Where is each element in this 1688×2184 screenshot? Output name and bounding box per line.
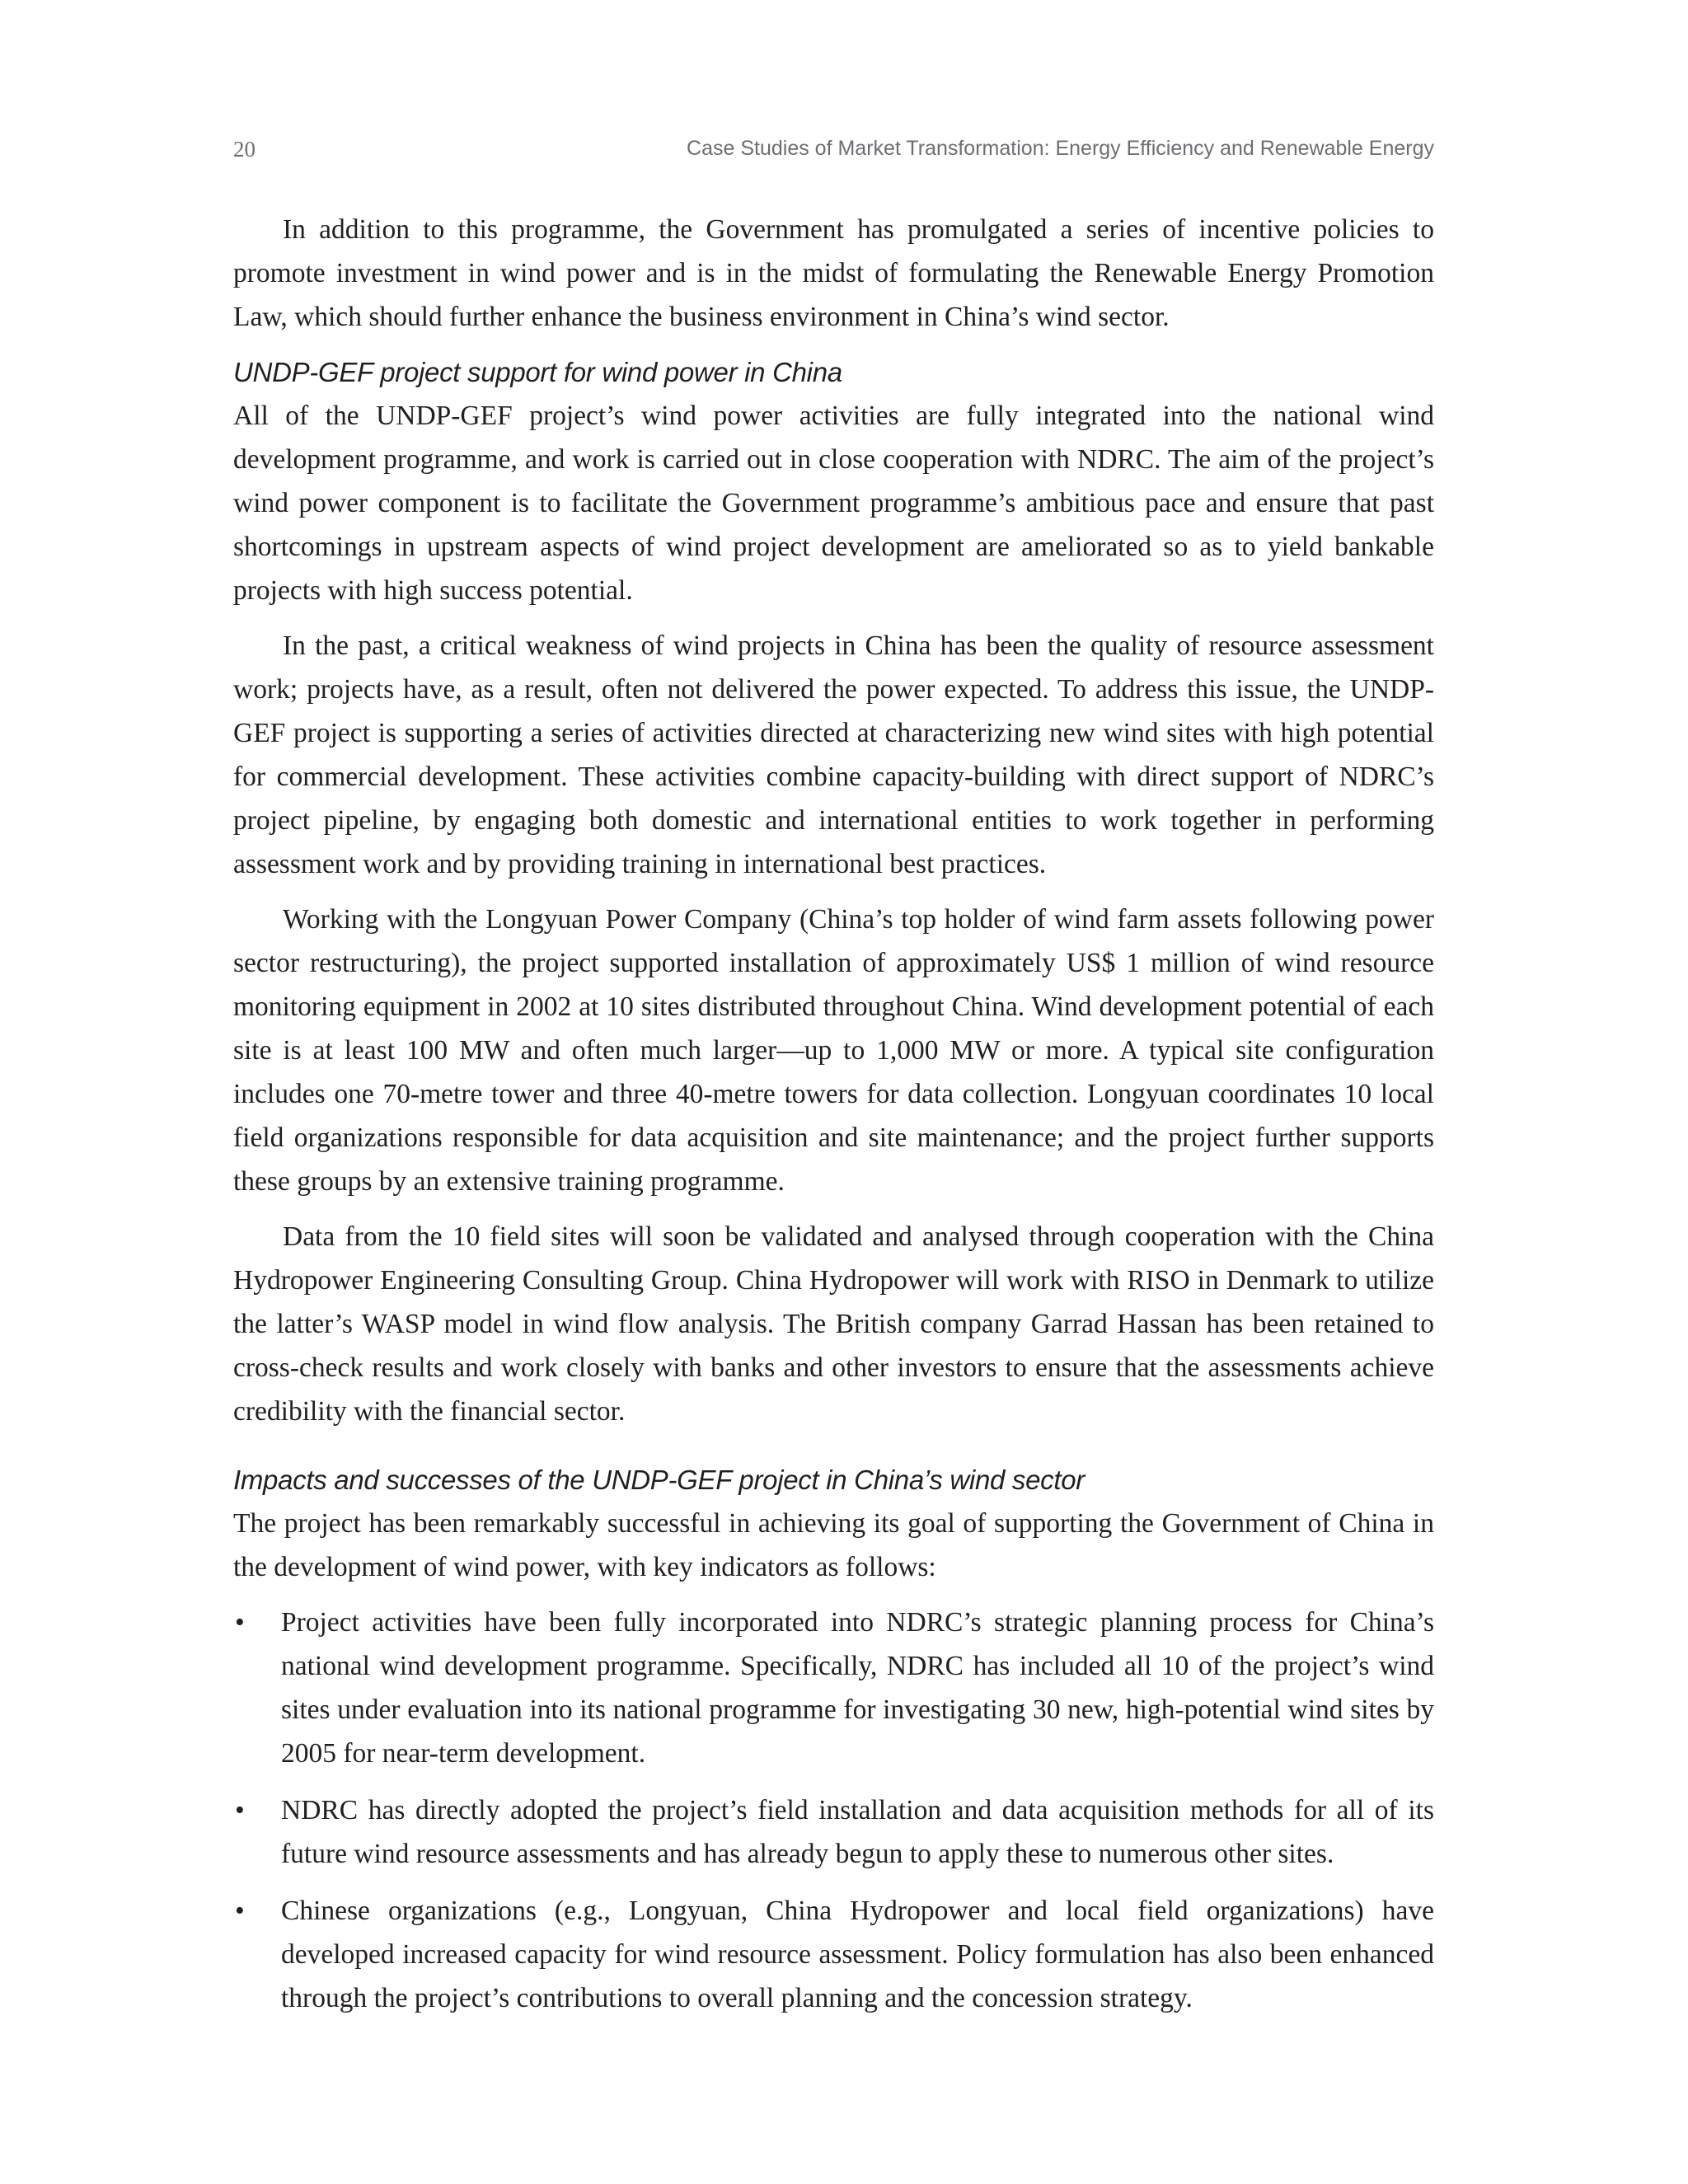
list-item: [233, 1601, 1434, 1775]
paragraph: The project has been remarkably successful in achieving its goal of supporting the Government of China in the development of wind power, with key indicators as follows:: [233, 1508, 1434, 1582]
bullet-icon: •: [235, 1607, 245, 1638]
document-page: [233, 132, 1434, 2033]
page-number: 20: [233, 137, 256, 162]
paragraph: All of the UNDP-GEF project’s wind power activities are fully integrated into the national wind development programme, and work is carried out in close cooperation with NDRC. The aim of the project’s wind power component is to facilitate the Government programme’s ambitious pace and ensure that past shortcomings in upstream aspects of wind project development are ameliorated so as to yield bankable projects with high success potential.: [233, 401, 1434, 606]
intro-paragraph: In addition to this programme, the Government has promulgated a series of incentive policies to promote investment in wind power and is in the midst of formulating the Renewable Energy Promotion Law, which should further enhance the business environment in China’s wind sector.: [233, 214, 1434, 332]
list-item-text: NDRC has directly adopted the project’s field installation and data acquisition methods for all of its future wind resource assessments and has already begun to apply these to numerous other sites.: [281, 1795, 1434, 1869]
bullet-icon: •: [235, 1795, 245, 1825]
section-heading-wind-support: UNDP-GEF project support for wind power in China: [233, 357, 842, 387]
list-item: [233, 1889, 1434, 2020]
paragraph: Working with the Longyuan Power Company (China’s top holder of wind farm assets following power sector restructuring), the project supported installation of approximately US$ 1 million of wind resource monitoring equipment in 2002 at 10 sites distributed throughout China. Wind development potential of each site is at least 100 MW and often much larger—up to 1,000 MW or more. A typical site configuration includes one 70-metre tower and three 40-metre towers for data collection. Longyuan coordinates 10 local field organizations responsible for data acquisition and site maintenance; and the project further supports these groups by an extensive training programme.: [233, 904, 1434, 1197]
list-item: [233, 1788, 1434, 1876]
paragraph: In the past, a critical weakness of wind projects in China has been the quality of resource assessment work; projects have, as a result, often not delivered the power expected. To address this issue, the UNDP-GEF project is supporting a series of activities directed at characterizing new wind sites with high potential for commercial development. These activities combine capacity-building with direct support of NDRC’s project pipeline, by engaging both domestic and international entities to work together in performing assessment work and by providing training in international best practices.: [233, 630, 1434, 879]
running-title: Case Studies of Market Transformation: Energy Efficiency and Renewable Energy: [687, 137, 1434, 160]
body-text: [233, 208, 1434, 2020]
list-item-text: Project activities have been fully incorporated into NDRC’s strategic planning process for China’s national wind development programme. Specifically, NDRC has included all 10 of the project’s wind sites under evaluation into its national programme for investigating 30 new, high-potential wind sites by 2005 for near-term development.: [281, 1607, 1434, 1769]
running-header: [233, 132, 1434, 168]
section-heading-impacts: Impacts and successes of the UNDP-GEF project in China’s wind sector: [233, 1465, 1085, 1495]
bullet-list: [233, 1601, 1434, 2020]
list-item-text: Chinese organizations (e.g., Longyuan, China Hydropower and local field organizations) have developed increased capacity for wind resource assessment. Policy formulation has also been enhanced through the project’s contributions to overall planning and the concession strategy.: [281, 1896, 1434, 2013]
paragraph: Data from the 10 field sites will soon be validated and analysed through cooperation with the China Hydropower Engineering Consulting Group. China Hydropower will work with RISO in Denmark to utilize the latter’s WASP model in wind flow analysis. The British company Garrad Hassan has been retained to cross-check results and work closely with banks and other investors to ensure that the assessments achieve credibility with the financial sector.: [233, 1221, 1434, 1427]
bullet-icon: •: [235, 1896, 245, 1926]
